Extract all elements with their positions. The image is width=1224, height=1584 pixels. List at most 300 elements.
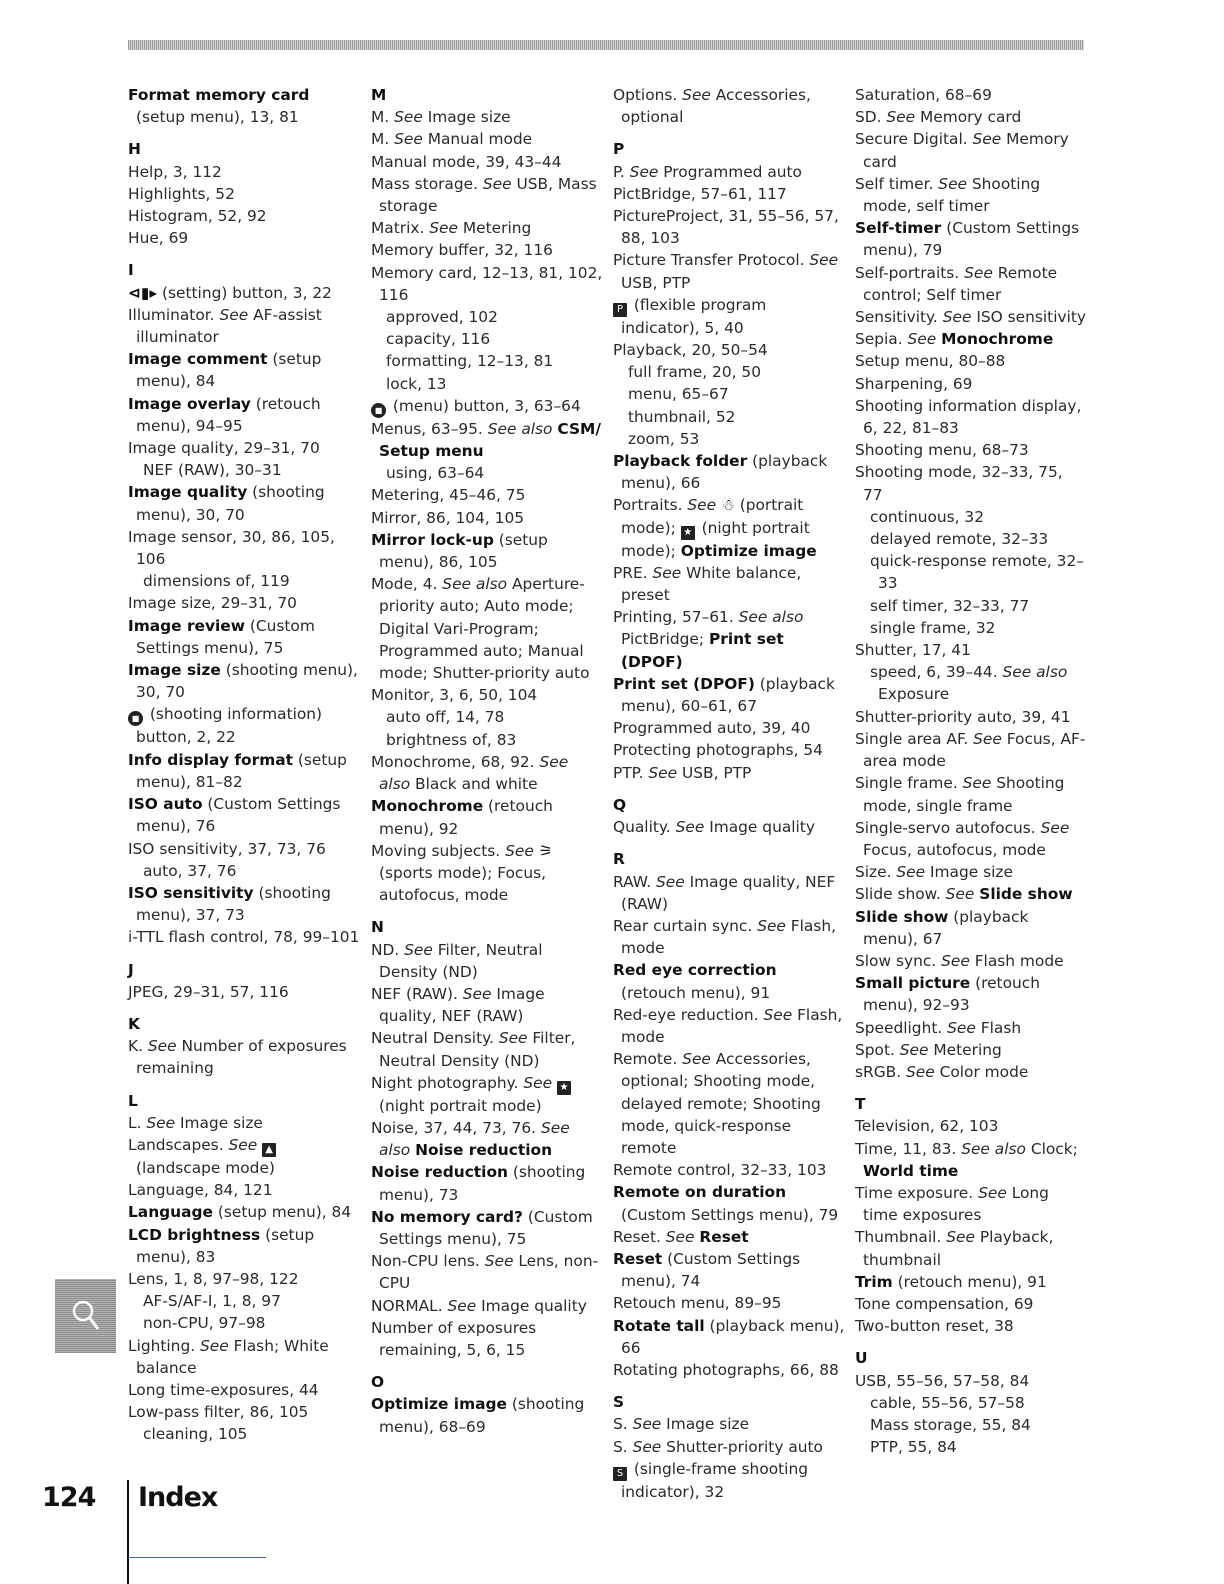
index-entry [613, 1226, 845, 1248]
entry-text: Memory card, 12–13, 81, 102, 116 [371, 263, 603, 304]
entry-text: Image size, 29–31, 70 [128, 594, 297, 613]
index-subentry [128, 1312, 360, 1334]
index-entry [855, 84, 1087, 106]
entry-text: Red-eye reduction. [613, 1005, 764, 1024]
entry-text: Remote. [613, 1050, 683, 1069]
entry-term: Image quality [128, 483, 248, 502]
see-reference: See [146, 1113, 176, 1132]
index-entry [613, 1458, 845, 1503]
index-entry [371, 751, 603, 795]
letter-text: J [128, 960, 134, 979]
index-entry [613, 339, 845, 361]
index-entry [128, 1335, 360, 1379]
entry-term: Rotate tall [613, 1316, 705, 1335]
see-reference: See [687, 496, 717, 515]
entry-text: Metering, 45–46, 75 [371, 486, 526, 505]
entry-text: Highlights, 52 [128, 184, 235, 203]
index-column-4 [855, 84, 1087, 1458]
entry-text: PictBridge; [621, 630, 709, 649]
index-entry [371, 262, 603, 306]
entry-text: Exposure [878, 685, 950, 704]
index-subentry [371, 706, 603, 728]
see-reference: See [946, 1228, 975, 1247]
index-letter-heading [371, 916, 603, 938]
index-entry [855, 706, 1087, 728]
entry-text: PTP. [613, 763, 649, 782]
entry-text: (setup menu), 84 [136, 350, 322, 391]
letter-text: H [128, 140, 141, 159]
index-entry [128, 1201, 360, 1223]
entry-term: CSM/ Setup menu [379, 419, 601, 461]
see-reference: See also [738, 608, 804, 627]
index-entry [371, 1027, 603, 1071]
entry-text: Spot. [855, 1040, 900, 1059]
see-reference: See [648, 763, 678, 782]
entry-text: Moving subjects. [371, 841, 506, 860]
entry-text: Accessories, optional [621, 86, 811, 127]
index-column-2 [371, 84, 603, 1438]
index-entry [128, 84, 360, 128]
entry-text: Night photography. [371, 1073, 524, 1092]
index-entry [128, 592, 360, 614]
see-reference: See [964, 263, 993, 282]
see-reference: See [809, 251, 839, 270]
info-button-icon: ■ [128, 711, 143, 726]
index-entry [371, 217, 603, 239]
index-subentry [371, 373, 603, 395]
see-reference: See [482, 174, 512, 193]
index-entry [613, 562, 845, 606]
entry-text: Shooting mode, single frame [863, 774, 1065, 815]
entry-text: Picture Transfer Protocol. [613, 251, 810, 270]
entry-text: Programmed auto, 39, 40 [613, 719, 811, 738]
index-entry [855, 306, 1087, 328]
index-entry [613, 249, 845, 293]
entry-text: (setting) button, 3, 22 [157, 283, 332, 302]
entry-text: Single area AF. [855, 729, 974, 748]
page-number: 124 [42, 1482, 96, 1513]
index-letter-heading [128, 138, 360, 160]
index-letter-heading [128, 959, 360, 981]
index-subentry [128, 860, 360, 882]
entry-text: menu, 65–67 [628, 385, 729, 404]
index-entry [371, 395, 603, 418]
entry-text: (menu) button, 3, 63–64 [388, 396, 581, 415]
letter-text: T [855, 1095, 866, 1114]
entry-text: RAW. [613, 872, 656, 891]
entry-text: (single-frame shooting indicator), 32 [621, 1459, 808, 1501]
index-entry [855, 128, 1087, 172]
letter-text: Q [613, 795, 627, 814]
entry-text: Memory buffer, 32, 116 [371, 241, 553, 260]
entry-text: Sepia. [855, 330, 908, 349]
letter-text: U [855, 1349, 868, 1368]
see-reference: See [629, 162, 659, 181]
entry-text: formatting, 12–13, 81 [386, 352, 554, 371]
index-entry [128, 1035, 360, 1079]
entry-text: (portrait mode); [621, 496, 804, 537]
entry-text: (playback menu), 66 [621, 1316, 845, 1357]
index-entry [855, 1271, 1087, 1293]
entry-text: Television, 62, 103 [855, 1117, 999, 1136]
index-entry [855, 950, 1087, 972]
index-entry [855, 1017, 1087, 1039]
see-reference: See [942, 308, 972, 327]
see-reference: See [200, 1336, 229, 1355]
entry-text: Filter, Neutral Density (ND) [379, 1029, 576, 1070]
entry-text: (retouch menu), 91 [621, 983, 771, 1002]
see-reference: See [941, 951, 970, 970]
index-entry [613, 84, 845, 128]
index-entry [613, 1004, 845, 1048]
index-entry [855, 1061, 1087, 1083]
entry-text: Single-servo autofocus. [855, 818, 1041, 837]
entry-text: Filter, Neutral Density (ND) [379, 940, 543, 981]
letter-text: M [371, 86, 387, 104]
index-entry [128, 183, 360, 205]
see-reference: See [219, 305, 249, 324]
index-subentry [855, 617, 1087, 639]
entry-text: (retouch menu), 92 [379, 797, 553, 838]
header-rule [128, 40, 1084, 50]
index-subentry [855, 1436, 1087, 1458]
entry-term: Mirror lock-up [371, 530, 494, 549]
menu-button-icon: ■ [371, 403, 386, 418]
entry-text: Programmed auto [658, 162, 802, 181]
index-subentry [371, 328, 603, 350]
index-letter-heading [613, 1391, 845, 1413]
entry-term: No memory card? [371, 1207, 523, 1226]
index-entry [128, 793, 360, 837]
entry-text: Image quality [476, 1296, 587, 1315]
entry-text: Self timer. [855, 174, 939, 193]
entry-text: S. [613, 1437, 633, 1456]
see-reference: See [945, 885, 975, 904]
entry-text: (Custom Settings menu), 79 [621, 1205, 839, 1224]
letter-text: I [128, 261, 134, 280]
index-entry [613, 1315, 845, 1359]
entry-text: (Custom Settings menu), 79 [863, 219, 1080, 260]
index-entry [371, 939, 603, 983]
index-entry [371, 1161, 603, 1205]
entry-text: Image size [175, 1113, 263, 1132]
entry-text: self timer, 32–33, 77 [870, 596, 1030, 615]
entry-text: PRE. [613, 563, 653, 582]
entry-text: Monochrome, 68, 92. [371, 752, 540, 771]
index-entry [613, 1292, 845, 1314]
index-subentry [371, 729, 603, 751]
entry-text: Self-portraits. [855, 263, 965, 282]
index-subentry [855, 1414, 1087, 1436]
entry-text: Shutter-priority auto [661, 1437, 823, 1456]
entry-text: Quality. [613, 818, 676, 837]
entry-term: Print set (DPOF) [613, 674, 755, 693]
entry-text: White balance, preset [621, 563, 802, 605]
index-entry [613, 1181, 845, 1225]
entry-text: Protecting photographs, 54 [613, 741, 823, 760]
entry-text: auto off, 14, 78 [386, 708, 505, 727]
entry-text: Image size [925, 863, 1013, 882]
index-column-3 [613, 84, 845, 1503]
see-reference: See [228, 1135, 258, 1154]
entry-text: Rear curtain sync. [613, 916, 758, 935]
entry-term: Trim [855, 1272, 893, 1291]
entry-term: Language [128, 1203, 213, 1222]
entry-text: (night portrait mode); [621, 518, 810, 560]
entry-term: Image comment [128, 350, 268, 369]
see-reference: See [763, 1005, 793, 1024]
index-entry [371, 1393, 603, 1437]
entry-text: zoom, 53 [628, 429, 700, 448]
entry-term: Info display format [128, 750, 293, 769]
entry-text: USB, 55–56, 57–58, 84 [855, 1371, 1030, 1390]
index-letter-heading [613, 794, 845, 816]
index-subentry [855, 550, 1087, 594]
index-entry [128, 1401, 360, 1423]
index-entry [128, 282, 360, 304]
see-reference: See [394, 130, 423, 149]
entry-text: AF-assist illuminator [136, 305, 322, 347]
entry-text: speed, 6, 39–44. [870, 663, 1003, 682]
index-subentry [371, 462, 603, 484]
index-entry [371, 151, 603, 173]
index-entry [613, 450, 845, 494]
entry-text: cleaning, 105 [143, 1425, 248, 1444]
index-entry [613, 1413, 845, 1435]
see-reference: See [682, 1050, 711, 1069]
index-entry [128, 659, 360, 703]
entry-text: Help, 3, 112 [128, 162, 222, 181]
see-reference: See also [379, 752, 569, 794]
index-entry [128, 348, 360, 392]
entry-text: Image size [661, 1415, 750, 1434]
see-reference: See also [961, 1139, 1026, 1158]
see-reference: See [938, 174, 968, 193]
entry-term: Image review [128, 616, 245, 635]
index-subentry [128, 1290, 360, 1312]
index-entry [128, 1112, 360, 1134]
entry-text: (Custom Settings menu), 75 [379, 1207, 593, 1248]
see-reference: See [905, 1062, 935, 1081]
entry-text: (Custom Settings menu), 75 [136, 616, 315, 657]
see-reference: See [886, 108, 916, 127]
entry-text: Shooting information display, 6, 22, 81–83 [855, 396, 1082, 438]
entry-text: Metering [457, 219, 532, 238]
entry-text: Neutral Density. [371, 1029, 499, 1048]
entry-text: cable, 55–56, 57–58 [870, 1393, 1025, 1412]
entry-text: NORMAL. [371, 1296, 448, 1315]
entry-text: Secure Digital. [855, 130, 973, 149]
entry-text: Shooting mode, self timer [863, 174, 1041, 216]
entry-term: Monochrome [371, 797, 484, 816]
index-subentry [128, 459, 360, 481]
entry-text: Low-pass filter, 86, 105 [128, 1403, 309, 1422]
index-entry [371, 173, 603, 217]
entry-text: Options. [613, 86, 683, 104]
entry-text: Shooting menu, 68–73 [855, 441, 1029, 460]
index-subentry [855, 1392, 1087, 1414]
entry-term: Image overlay [128, 394, 251, 413]
entry-text: thumbnail, 52 [628, 407, 736, 426]
entry-text: AF-S/AF-I, 1, 8, 97 [143, 1292, 281, 1311]
entry-text: Remote control, 32–33, 103 [613, 1161, 827, 1180]
index-entry [128, 1224, 360, 1268]
entry-text: (playback menu), 60–61, 67 [621, 674, 835, 716]
info-setting-icon: ⊲▮▸ [128, 283, 158, 302]
entry-text: Menus, 63–95. [371, 419, 488, 438]
entry-text: Playback, 20, 50–54 [613, 341, 768, 360]
see-reference: See [632, 1437, 662, 1456]
entry-term: Noise reduction [371, 1163, 508, 1182]
index-entry [855, 1315, 1087, 1337]
index-entry [855, 173, 1087, 217]
entry-text: Sharpening, 69 [855, 374, 973, 393]
index-letter-heading [855, 1347, 1087, 1369]
entry-text: Noise, 37, 44, 73, 76. [371, 1118, 541, 1137]
index-subentry [371, 306, 603, 328]
index-subentry [128, 570, 360, 592]
index-entry [855, 217, 1087, 261]
index-entry [371, 573, 603, 684]
index-entry [128, 1379, 360, 1401]
entry-text: Manual mode, 39, 43–44 [371, 152, 562, 171]
entry-text: (setup menu), 83 [136, 1225, 315, 1266]
page-title: Index [138, 1482, 218, 1513]
entry-text: Language, 84, 121 [128, 1181, 273, 1200]
index-entry [613, 205, 845, 249]
entry-text: dimensions of, 119 [143, 572, 290, 591]
index-subentry [855, 506, 1087, 528]
entry-text: PictBridge, 57–61, 117 [613, 184, 787, 203]
entry-text: (shooting menu), 30, 70 [136, 661, 358, 702]
entry-term: Print set (DPOF) [621, 630, 784, 671]
entry-text: (setup menu), 81–82 [136, 750, 347, 791]
see-reference: See [523, 1073, 553, 1092]
index-entry [371, 1317, 603, 1361]
entry-term: Reset [613, 1249, 663, 1268]
entry-text: PTP, 55, 84 [870, 1438, 957, 1457]
index-letter-heading [613, 848, 845, 870]
entry-text: Matrix. [371, 219, 430, 238]
entry-text: (shooting menu), 73 [379, 1163, 586, 1204]
index-entry [855, 1115, 1087, 1137]
entry-text: Illuminator. [128, 305, 220, 324]
index-entry [613, 816, 845, 838]
entry-text: Printing, 57–61. [613, 608, 739, 627]
see-reference: See [462, 984, 492, 1003]
entry-term: Slide show [855, 907, 949, 926]
entry-term: Reset [699, 1227, 749, 1246]
index-entry [613, 1048, 845, 1159]
see-reference: See [973, 729, 1002, 748]
entry-text: (setup menu), 13, 81 [136, 108, 299, 127]
entry-text: (shooting information) button, 2, 22 [136, 705, 323, 747]
index-entry [371, 983, 603, 1027]
index-subentry [855, 595, 1087, 617]
entry-text: Aperture-priority auto; Auto mode; Digital Vari-Program; Programmed auto; Manual mode; Shutter-priority auto [379, 575, 590, 683]
entry-text: Landscapes. [128, 1135, 229, 1154]
index-letter-heading [855, 1093, 1087, 1115]
index-entry [613, 673, 845, 717]
index-entry [128, 205, 360, 227]
entry-text: Histogram, 52, 92 [128, 207, 267, 226]
index-entry [128, 304, 360, 348]
see-reference: See [675, 818, 705, 837]
see-reference: See [505, 841, 534, 860]
entry-text: Image sensor, 30, 86, 105, 106 [128, 527, 335, 569]
see-reference: See [498, 1029, 528, 1048]
entry-text: Number of exposures remaining [136, 1037, 347, 1078]
entry-text: (shooting menu), 30, 70 [136, 483, 325, 524]
index-entry [371, 106, 603, 128]
index-subentry [613, 406, 845, 428]
footer-underline [128, 1557, 266, 1558]
entry-text: Portraits. [613, 496, 688, 515]
entry-text: ISO sensitivity [971, 308, 1087, 327]
index-entry [371, 795, 603, 839]
see-reference: See [447, 1296, 477, 1315]
entry-text: Shutter, 17, 41 [855, 641, 971, 660]
entry-text: Single frame. [855, 774, 963, 793]
entry-text: Slow sync. [855, 951, 942, 970]
index-entry [371, 484, 603, 506]
entry-text: Image size [422, 108, 511, 127]
index-entry [613, 606, 845, 673]
index-subentry [613, 428, 845, 450]
letter-text: O [371, 1373, 385, 1392]
entry-text: (flexible program indicator), 5, 40 [621, 295, 767, 337]
index-entry [855, 350, 1087, 372]
see-reference: See [484, 1252, 514, 1271]
index-entry [128, 1134, 360, 1179]
index-entry [855, 883, 1087, 905]
index-entry [371, 1250, 603, 1294]
entry-text: Metering [928, 1040, 1002, 1059]
entry-term: Format memory card [128, 86, 310, 104]
entry-text: Image quality, NEF (RAW) [379, 984, 545, 1026]
entry-term: Remote on duration [613, 1183, 787, 1202]
entry-text: Flash, mode [621, 1005, 843, 1046]
entry-text: Saturation, 68–69 [855, 86, 992, 104]
index-entry [613, 739, 845, 761]
entry-text: non-CPU, 97–98 [143, 1314, 266, 1333]
index-entry [371, 1117, 603, 1161]
entry-text: (Custom Settings menu), 76 [136, 795, 341, 836]
entry-text: Tone compensation, 69 [855, 1294, 1034, 1313]
letter-text: R [613, 850, 625, 869]
entry-text: Flash mode [969, 951, 1064, 970]
entry-text: quick-response remote, 32–33 [870, 552, 1084, 593]
index-letter-heading [128, 1013, 360, 1035]
entry-text: Retouch menu, 89–95 [613, 1294, 782, 1313]
entry-text: Shutter-priority auto, 39, 41 [855, 707, 1071, 726]
entry-text: Lighting. [128, 1336, 200, 1355]
index-entry [371, 529, 603, 573]
index-entry [855, 1226, 1087, 1270]
entry-text: Number of exposures remaining, 5, 6, 15 [371, 1318, 537, 1359]
see-reference: See [978, 1183, 1007, 1202]
index-entry [855, 1138, 1087, 1182]
entry-text: Hue, 69 [128, 229, 189, 248]
entry-text: (shooting menu), 68–69 [379, 1395, 585, 1436]
entry-text: Image quality [704, 818, 815, 837]
entry-term: Red eye correction [613, 961, 777, 980]
see-reference: See also [1002, 663, 1068, 682]
entry-term: ISO auto [128, 795, 203, 814]
index-letter-heading [613, 138, 845, 160]
index-entry [613, 183, 845, 205]
index-entry [613, 1436, 845, 1458]
